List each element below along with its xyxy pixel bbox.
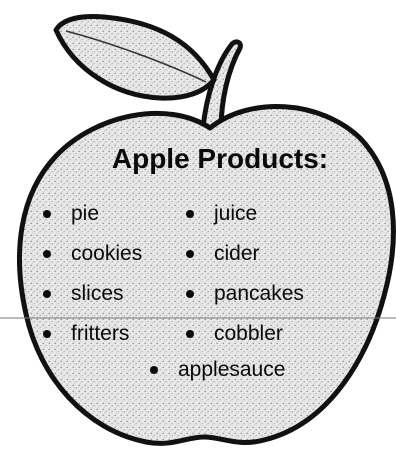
list-item-final: applesauce [150,350,285,390]
bullet-icon [43,330,51,338]
bullet-icon [186,210,194,218]
list-item: cobbler [186,314,304,354]
bullet-icon [150,366,158,374]
list-item: pie [43,194,142,234]
apple-leaf [56,17,214,99]
bullet-icon [186,250,194,258]
list-item: pancakes [186,274,304,314]
list-item: fritters [43,314,142,354]
bullet-icon [43,250,51,258]
products-list-left [43,194,142,354]
products-list-right [186,194,304,354]
bullet-icon [186,330,194,338]
bullet-icon [43,290,51,298]
bullet-icon [186,290,194,298]
list-item: slices [43,274,142,314]
list-item: cider [186,234,304,274]
bullet-icon [43,210,51,218]
page-title: Apple Products: [111,143,329,174]
list-item: juice [186,194,304,234]
list-item: cookies [43,234,142,274]
